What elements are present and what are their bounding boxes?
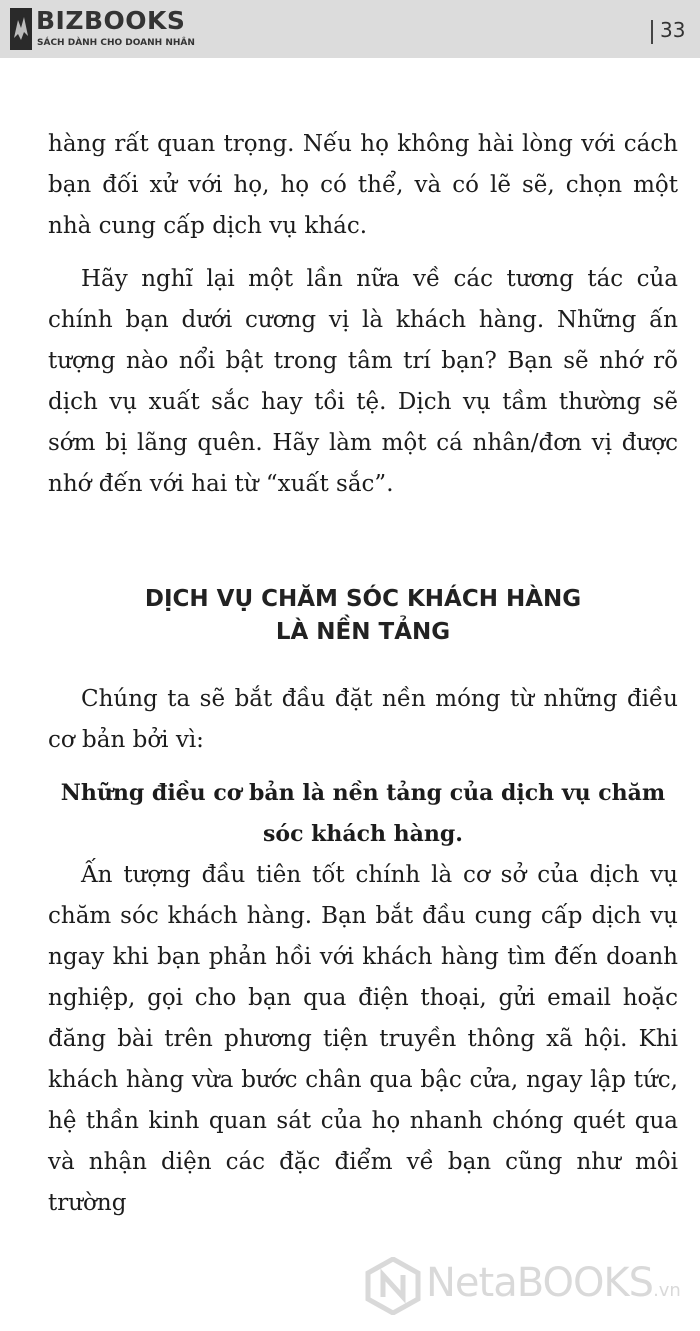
watermark-name: NetaBOOKS <box>426 1260 654 1306</box>
brand-logo <box>10 6 210 52</box>
section-heading-line-1: DỊCH VỤ CHĂM SÓC KHÁCH HÀNG <box>144 586 582 612</box>
page-number: 33 <box>660 18 686 42</box>
paragraph-intro: Chúng ta sẽ bắt đầu đặt nền móng từ những điều cơ bản bởi vì: <box>48 686 678 753</box>
brand-tagline: SÁCH DÀNH CHO DOANH NHÂN <box>37 38 195 48</box>
page-header <box>0 0 700 58</box>
brand-emblem-icon <box>10 8 32 50</box>
key-statement: Những điều cơ bản là nền tảng của dịch vụ chăm sóc khách hàng. <box>60 780 666 847</box>
page-number-divider <box>651 20 653 44</box>
section-heading-line-2: LÀ NỀN TẢNG <box>275 619 451 645</box>
paragraph-continued: hàng rất quan trọng. Nếu họ không hài lòng với cách bạn đối xử với họ, họ có thể, và có lẽ sẽ, chọn một nhà cung cấp dịch vụ khác. <box>48 131 678 239</box>
netabooks-logo-icon <box>364 1257 422 1315</box>
watermark <box>364 1253 694 1317</box>
paragraph-reflect: Hãy nghĩ lại một lần nữa về các tương tác của chính bạn dưới cương vị là khách hàng. Những ấn tượng nào nổi bật trong tâm trí bạn? Bạn sẽ nhớ rõ dịch vụ xuất sắc hay tồi tệ. Dịch vụ tầm thường sẽ sớm bị lãng quên. Hãy làm một cá nhân/đơn vị được nhớ đến với hai từ “xuất sắc”. <box>48 266 678 497</box>
watermark-suffix: .vn <box>653 1280 681 1301</box>
section-heading <box>48 583 678 649</box>
paragraph-first-impression: Ấn tượng đầu tiên tốt chính là cơ sở của dịch vụ chăm sóc khách hàng. Bạn bắt đầu cung cấp dịch vụ ngay khi bạn phản hồi với khách hàng tìm đến doanh nghiệp, gọi cho bạn qua điện thoại, gửi email hoặc đăng bài trên phương tiện truyền thông xã hội. Khi khách hàng vừa bước chân qua bậc cửa, ngay lập tức, hệ thần kinh quan sát của họ nhanh chóng quét qua và nhận diện các đặc điểm về bạn cũng như môi trường <box>48 862 678 1216</box>
page-body <box>48 124 678 1224</box>
brand-name: BIZBOOKS <box>36 6 186 35</box>
watermark-text <box>426 1259 681 1315</box>
